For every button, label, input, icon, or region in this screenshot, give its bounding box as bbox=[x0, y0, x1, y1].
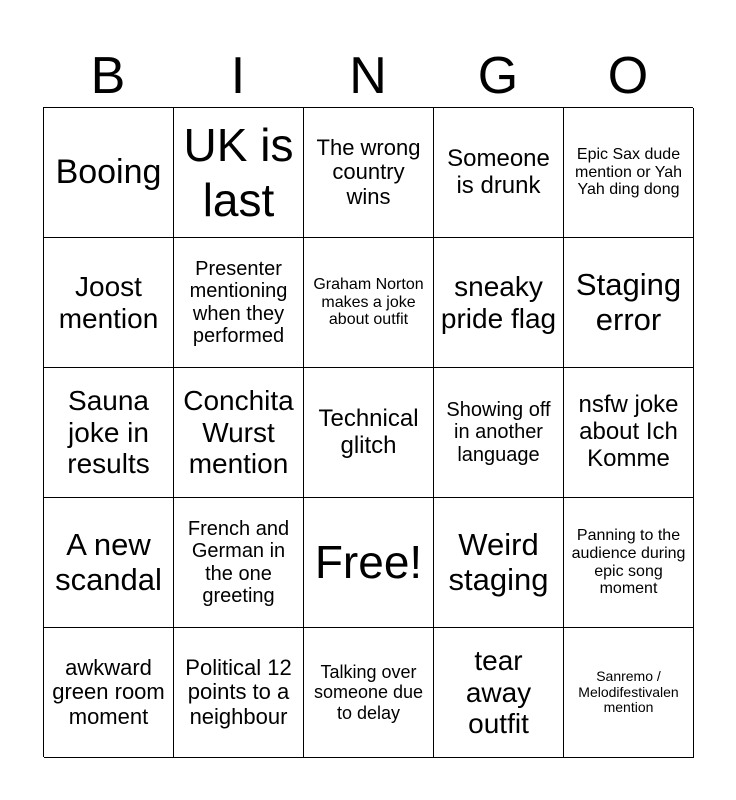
bingo-cell-text: Political 12 points to a neighbour bbox=[185, 654, 292, 729]
header-letter-b: B bbox=[90, 47, 126, 105]
bingo-cell[interactable] bbox=[174, 368, 304, 498]
bingo-cell-text: Presenter mentioning when they performed bbox=[189, 257, 288, 347]
free-space-cell[interactable] bbox=[304, 368, 434, 498]
bingo-cell-text: Technical glitch bbox=[318, 404, 419, 459]
bingo-cell[interactable] bbox=[304, 628, 434, 758]
bingo-cell-text: Joost mention bbox=[58, 271, 159, 334]
bingo-cell[interactable] bbox=[434, 238, 564, 368]
bingo-cell[interactable] bbox=[174, 108, 304, 238]
bingo-cell[interactable] bbox=[564, 628, 694, 758]
bingo-cell[interactable] bbox=[564, 108, 694, 238]
bingo-cell-text: Staging error bbox=[575, 266, 682, 337]
bingo-cell-text: Panning to the audience during epic song moment bbox=[571, 526, 686, 598]
bingo-cell[interactable] bbox=[174, 238, 304, 368]
bingo-cell[interactable] bbox=[44, 498, 174, 628]
bingo-cell-text: Free! bbox=[314, 536, 423, 589]
bingo-cell-text: Conchita Wurst mention bbox=[183, 385, 294, 480]
bingo-cell[interactable] bbox=[304, 498, 434, 628]
bingo-grid bbox=[43, 107, 693, 757]
bingo-cell-text: A new scandal bbox=[55, 526, 162, 597]
bingo-cell-text: Talking over someone due to delay bbox=[313, 662, 424, 723]
bingo-cell-text: awkward green room moment bbox=[52, 654, 165, 729]
bingo-cell[interactable] bbox=[44, 238, 174, 368]
bingo-cell-text: sneaky pride flag bbox=[440, 271, 557, 334]
bingo-cell[interactable] bbox=[174, 498, 304, 628]
bingo-cell-text: Epic Sax dude mention or Yah Yah ding dong bbox=[574, 145, 683, 199]
bingo-cell[interactable] bbox=[434, 368, 564, 498]
bingo-cell-text: UK is last bbox=[183, 119, 294, 226]
bingo-cell[interactable] bbox=[44, 108, 174, 238]
header-letter-g: G bbox=[477, 47, 519, 105]
bingo-cell-text: Sanremo / Melodifestivalen mention bbox=[578, 667, 679, 716]
header-letter-i: I bbox=[230, 47, 246, 105]
header-letter-o: O bbox=[607, 47, 649, 105]
bingo-cell-text: French and German in the one greeting bbox=[187, 517, 290, 607]
bingo-cell-text: The wrong country wins bbox=[316, 134, 421, 209]
bingo-cell-text: Weird staging bbox=[448, 526, 549, 597]
bingo-cell[interactable] bbox=[304, 108, 434, 238]
bingo-cell[interactable] bbox=[434, 108, 564, 238]
bingo-cell[interactable] bbox=[564, 238, 694, 368]
bingo-cell[interactable] bbox=[434, 628, 564, 758]
bingo-cell-text: Graham Norton makes a joke about outfit bbox=[313, 275, 424, 329]
bingo-cell[interactable] bbox=[434, 498, 564, 628]
bingo-cell-text: Sauna joke in results bbox=[67, 385, 150, 480]
bingo-cell[interactable] bbox=[174, 628, 304, 758]
bingo-cell-text: nsfw joke about Ich Komme bbox=[578, 391, 679, 472]
bingo-cell[interactable] bbox=[564, 368, 694, 498]
bingo-cell-text: Someone is drunk bbox=[447, 144, 550, 199]
bingo-cell[interactable] bbox=[564, 498, 694, 628]
bingo-cell-text: Booing bbox=[55, 153, 162, 192]
bingo-header bbox=[43, 46, 693, 106]
header-letter-n: N bbox=[349, 47, 387, 105]
bingo-cell-text: Showing off in another language bbox=[446, 398, 551, 466]
bingo-cell[interactable] bbox=[44, 368, 174, 498]
bingo-cell-text: tear away outfit bbox=[465, 645, 532, 740]
bingo-cell[interactable] bbox=[44, 628, 174, 758]
bingo-cell[interactable] bbox=[304, 238, 434, 368]
